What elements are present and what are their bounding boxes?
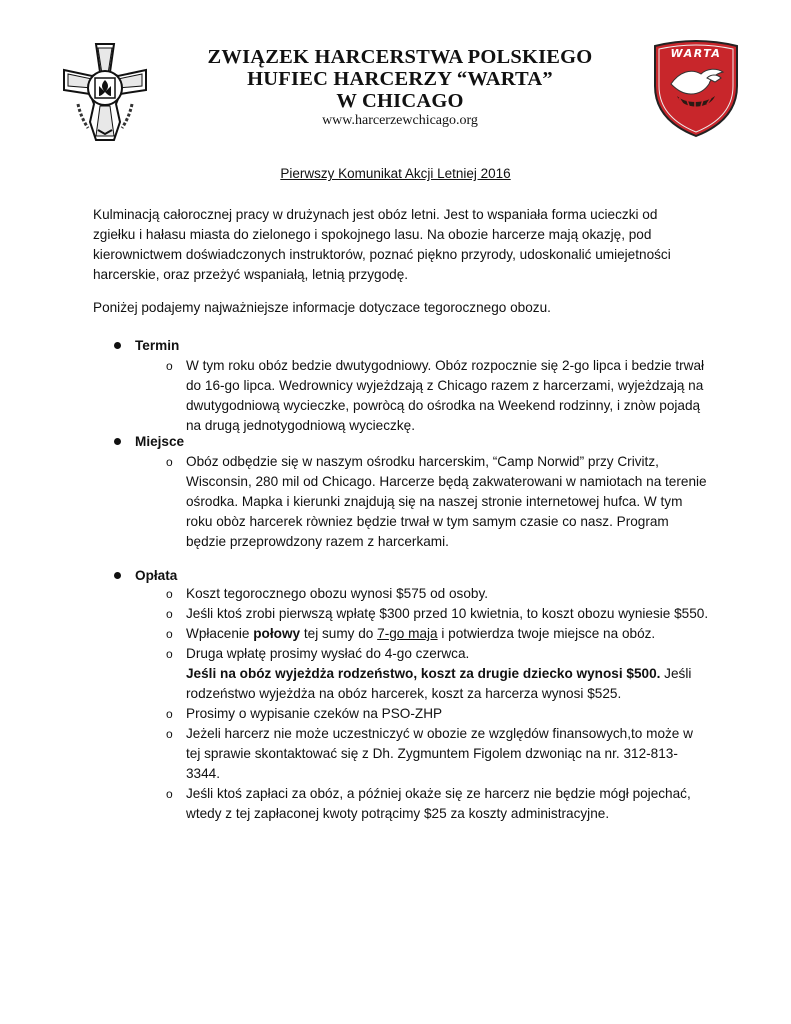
termin-details [166, 356, 711, 436]
list-item: o Druga wpłatę prosimy wysłać do 4-go czerwca. Jeśli na obóz wyjeżdża rodzeństwo, koszt za drugie dziecko wynosi $500. Jeśli rodzeństwo wyjeżdża na obóz harcerek, koszt za harcerza wynosi $525. [166, 646, 692, 701]
website-url: www.harcerzewchicago.org [322, 113, 478, 128]
warta-shield-icon [649, 38, 743, 138]
oplata-details [166, 584, 711, 824]
intro-paragraph-2: Poniżej podajemy najważniejsze informacje dotyczace tegorocznego obozu. [93, 300, 551, 315]
list-item: o Wpłacenie połowy tej sumy do 7-go maja i potwierdza twoje miejsce na obóz. [166, 624, 711, 644]
section-oplata: Opłata [114, 566, 177, 586]
scout-cross-icon [58, 42, 152, 146]
section-termin: Termin [114, 336, 179, 356]
circle-bullet-icon: o [166, 359, 173, 373]
circle-bullet-icon: o [166, 455, 173, 469]
header-line-1: ZWIĄZEK HARCERSTWA POLSKIEGO [207, 46, 593, 68]
miejsce-details [166, 452, 711, 552]
bullet-icon [114, 342, 121, 349]
shield-text: WARTA [670, 47, 722, 60]
circle-bullet-icon: o [166, 727, 173, 741]
intro-paragraph: Kulminacją całorocznej pracy w drużynach jest obóz letni. Jest to wspaniała forma ucieczki od zgiełku i hałasu miasta do zielonego i spokojnego lasu. Na obozie harcerze mają okazję, pod kierownictwem doświadczonych instruktorów, poznać piękno przyrody, udoskonalić umiejetności harcerskie, oraz przeżyć wspaniałą, letnią przygodę. [93, 207, 671, 282]
document-title: Pierwszy Komunikat Akcji Letniej 2016 [280, 166, 511, 181]
circle-bullet-icon: o [166, 607, 173, 621]
circle-bullet-icon: o [166, 627, 173, 641]
list-item: o Prosimy o wypisanie czeków na PSO-ZHP [166, 704, 711, 724]
warta-shield-logo [649, 38, 743, 138]
circle-bullet-icon: o [166, 787, 173, 801]
scout-cross-logo [58, 42, 152, 146]
list-item: o Jeśli ktoś zrobi pierwszą wpłatę $300 przed 10 kwietnia, to koszt obozu wyniesie $550. [166, 604, 711, 624]
circle-bullet-icon: o [166, 647, 173, 661]
circle-bullet-icon: o [166, 707, 173, 721]
section-miejsce: Miejsce [114, 432, 184, 452]
list-item: o Jeśli ktoś zapłaci za obóz, a później okaże się ze harcerz nie będzie mógł pojechać, wtedy z tej zapłaconej kwoty potrącimy $25 za koszty administracyjne. [166, 786, 691, 821]
list-item: o Jeżeli harcerz nie może uczestniczyć w obozie ze względów finansowych,to może w tej sprawie skontaktować się z Dh. Zygmuntem Figolem dzwoniąc na nr. 312-813-3344. [166, 726, 693, 781]
bullet-icon [114, 572, 121, 579]
header-line-3: W CHICAGO [336, 90, 464, 112]
organization-header [160, 46, 640, 129]
header-line-2: HUFIEC HARCERZY “WARTA” [247, 68, 553, 90]
list-item: o W tym roku obóz bedzie dwutygodniowy. Obóz rozpocznie się 2-go lipca i bedzie trwał do 16-go lipca. Wedrownicy wyjeżdzają z Chicago razem z harcerzami, wyjeżdzają na dwutygodniową wycieczke, powròcą do ośrodka na Weekend rodzinny, i znòw pojadą na drugą jednotygodniową wycieczkę. [166, 358, 705, 433]
list-item: o Obóz odbędzie się w naszym ośrodku harcerskim, “Camp Norwid” przy Crivitz, Wisconsin, 280 mil od Chicago. Harcerze będą zakwaterowani w namiotach na terenie ośrodka. Mapka i kierunki znajdują się na naszej stronie internetowej hufca. W tym roku obòz harcerek ròwniez będzie trwał w tym samym czasie co nasz. Program będzie przeprowdzony razem z harcerkami. [166, 454, 707, 549]
circle-bullet-icon: o [166, 587, 173, 601]
list-item: o Koszt tegorocznego obozu wynosi $575 od osoby. [166, 584, 711, 604]
bullet-icon [114, 438, 121, 445]
